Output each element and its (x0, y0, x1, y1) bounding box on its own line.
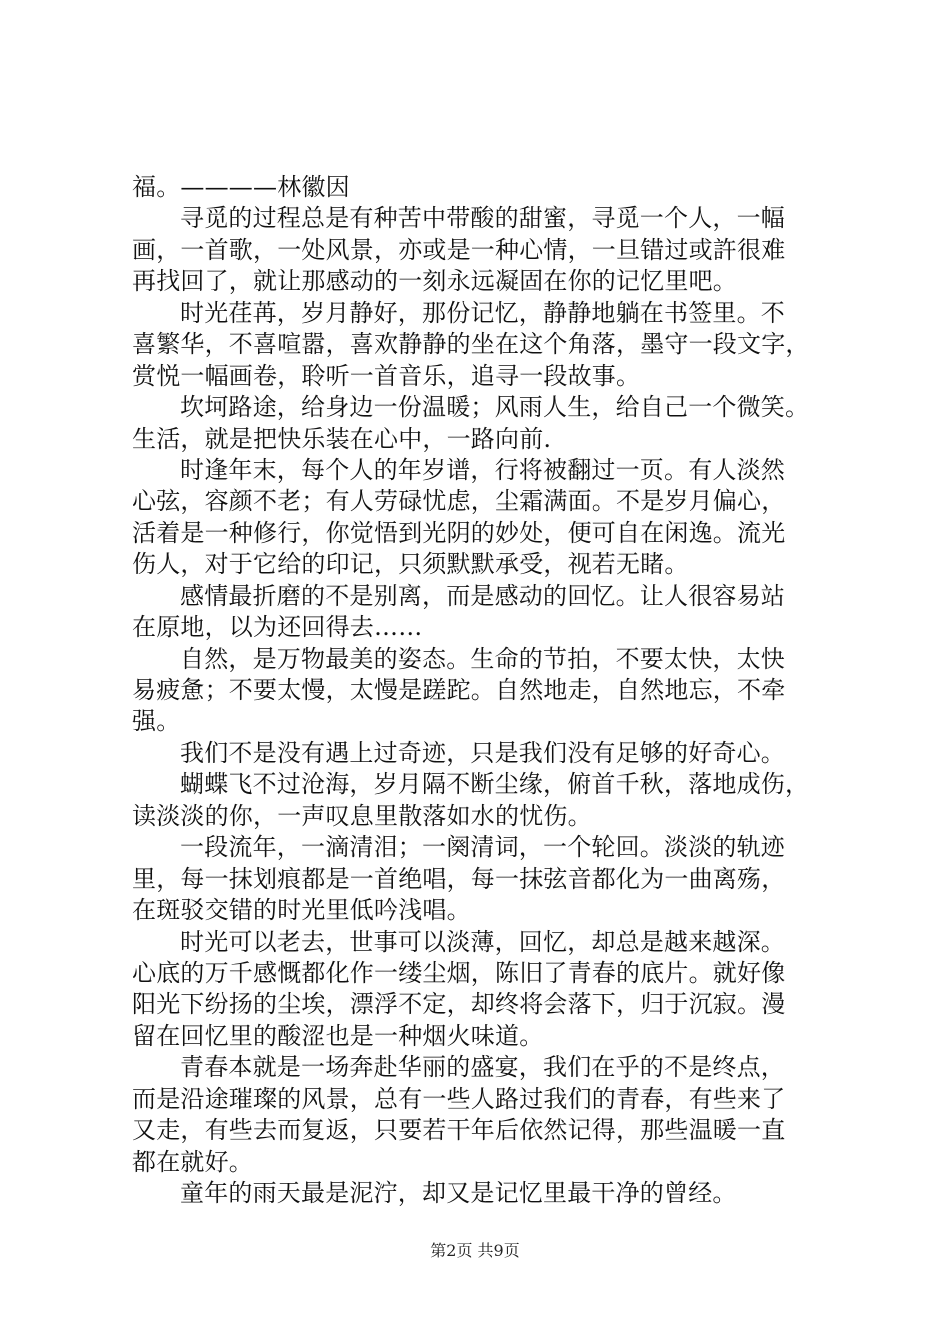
body-text (132, 172, 832, 1209)
text-line: 再找回了，就让那感动的一刻永远凝固在你的记忆里吧。 (132, 267, 737, 296)
text-line: 生活，就是把快乐装在心中，一路向前. (132, 424, 552, 453)
text-line: 自然，是万物最美的姿态。生命的节拍，不要太快，太快 (180, 644, 785, 673)
text-line: 读淡淡的你，一声叹息里散落如水的忧伤。 (132, 801, 592, 830)
text-line: 赏悦一幅画卷，聆听一首音乐，追寻一段故事。 (132, 361, 641, 390)
text-line: 一段流年，一滴清泪；一阕清词，一个轮回。淡淡的轨迹 (180, 833, 785, 862)
text-line: 坎坷路途，给身边一份温暖；风雨人生，给自己一个微笑。 (180, 393, 810, 422)
text-line: 留在回忆里的酸涩也是一种烟火味道。 (132, 1021, 544, 1050)
text-line: 强。 (132, 707, 181, 736)
text-line: 都在就好。 (132, 1147, 253, 1176)
text-line: 在原地，以为还回得去…… (132, 613, 423, 642)
text-line: 青春本就是一场奔赴华丽的盛宴，我们在乎的不是终点， (180, 1053, 785, 1082)
page-footer: 第2页 共9页 (430, 1241, 520, 1260)
text-line: 心底的万千感慨都化作一缕尘烟，陈旧了青春的底片。就好像 (132, 958, 786, 987)
text-line: 易疲惫；不要太慢，太慢是蹉跎。自然地走，自然地忘，不牵 (132, 676, 786, 704)
text-line: 在斑驳交错的时光里低吟浅唱。 (132, 896, 471, 925)
text-line: 又走，有些去而复返，只要若干年后依然记得，那些温暖一直 (132, 1116, 786, 1145)
text-line: 福。————林徽因 (132, 173, 350, 201)
text-line: 寻觅的过程总是有种苦中带酸的甜蜜，寻觅一个人，一幅 (180, 204, 785, 233)
text-line: 阳光下纷扬的尘埃，漂浮不定，却终将会落下，归于沉寂。漫 (132, 990, 786, 1019)
text-line: 感情最折磨的不是别离，而是感动的回忆。让人很容易站 (180, 581, 785, 610)
text-line: 时光荏苒，岁月静好，那份记忆，静静地躺在书签里。不 (180, 298, 785, 327)
text-line: 我们不是没有遇上过奇迹，只是我们没有足够的好奇心。 (180, 738, 785, 767)
text-line: 蝴蝶飞不过沧海，岁月隔不断尘缘，俯首千秋，落地成伤， (180, 770, 810, 799)
text-line: 心弦，容颜不老；有人劳碌忧虑，尘霜满面。不是岁月偏心， (132, 487, 786, 516)
text-line: 童年的雨天最是泥泞，却又是记忆里最干净的曾经。 (180, 1179, 737, 1207)
text-line: 活着是一种修行，你觉悟到光阴的妙处，便可自在闲逸。流光 (132, 518, 786, 547)
text-line: 而是沿途璀璨的风景，总有一些人路过我们的青春，有些来了 (132, 1084, 786, 1113)
text-line: 里，每一抹划痕都是一首绝唱，每一抹弦音都化为一曲离殇， (132, 864, 786, 893)
text-line: 时光可以老去，世事可以淡薄，回忆，却总是越来越深。 (180, 927, 785, 956)
text-line: 画，一首歌，一处风景，亦或是一种心情，一旦错过或許很难 (132, 235, 786, 264)
text-line: 喜繁华，不喜喧嚣，喜欢静静的坐在这个角落，墨守一段文字， (132, 330, 810, 359)
text-line: 时逢年末，每个人的年岁谱，行将被翻过一页。有人淡然 (180, 455, 785, 484)
text-line: 伤人，对于它给的印记，只须默默承受，视若无睹。 (132, 550, 689, 579)
